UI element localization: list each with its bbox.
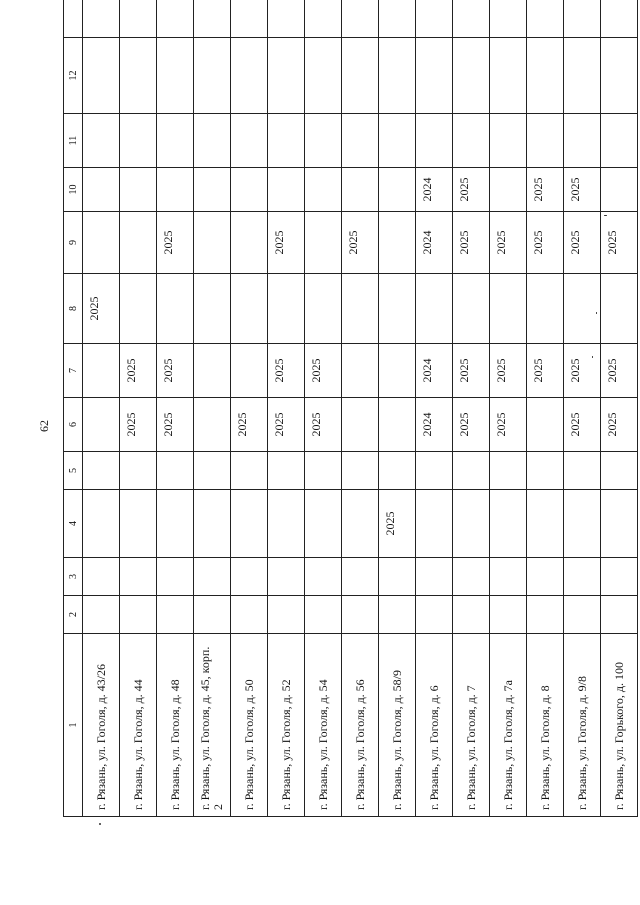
year-cell-col-9: 2025 [157,212,194,274]
address-cell: г. Рязань, ул. Гоголя, д. 52 [268,634,305,817]
column-header-9: 9 [64,212,83,274]
year-cell-col-6: 2025 [120,398,157,452]
year-cell-col-10 [120,168,157,212]
address-cell: г. Рязань, ул. Гоголя, д. 44 [120,634,157,817]
year-cell-col-4 [231,490,268,558]
year-cell-col-12 [120,38,157,114]
year-cell-col-13 [564,0,601,38]
year-cell-col-2 [305,596,342,634]
year-cell-col-4 [453,490,490,558]
year-cell-col-9: 2025 [342,212,379,274]
column-header-11: 11 [64,114,83,168]
year-cell-col-12 [194,38,231,114]
year-cell-col-3 [416,558,453,596]
scan-speck [592,356,593,358]
year-cell-col-4 [490,490,527,558]
year-cell-col-11 [564,114,601,168]
column-header-12: 12 [64,38,83,114]
column-header-10: 10 [64,168,83,212]
year-cell-col-10 [601,168,638,212]
year-cell-col-2 [231,596,268,634]
year-cell-col-7: 2025 [453,344,490,398]
year-cell-col-7: 2025 [120,344,157,398]
year-cell-col-11 [601,114,638,168]
scan-speck [99,823,101,825]
year-cell-col-2 [527,596,564,634]
year-cell-col-2 [564,596,601,634]
year-cell-col-9: 2024 [416,212,453,274]
year-cell-col-7 [231,344,268,398]
table-row [157,0,194,817]
year-cell-col-7: 2025 [564,344,601,398]
year-cell-col-2 [83,596,120,634]
address-cell: г. Рязань, ул. Гоголя, д. 43/26 [83,634,120,817]
address-cell: г. Рязань, ул. Гоголя, д. 7а [490,634,527,817]
year-cell-col-5 [268,452,305,490]
year-cell-col-12 [601,38,638,114]
year-cell-col-10: 2025 [453,168,490,212]
year-cell-col-13 [342,0,379,38]
column-header-4: 4 [64,490,83,558]
year-cell-col-8 [564,274,601,344]
page-number: 62 [37,420,51,432]
year-cell-col-4 [564,490,601,558]
year-cell-col-3 [194,558,231,596]
year-cell-col-7 [342,344,379,398]
year-cell-col-8 [490,274,527,344]
year-cell-col-6: 2025 [490,398,527,452]
year-cell-col-2 [194,596,231,634]
year-cell-col-4 [601,490,638,558]
year-cell-col-4 [268,490,305,558]
year-cell-col-7: 2025 [305,344,342,398]
column-header-5: 5 [64,452,83,490]
year-cell-col-5 [120,452,157,490]
header-row [64,0,83,817]
year-cell-col-11 [194,114,231,168]
year-cell-col-9: 2025 [268,212,305,274]
year-cell-col-8 [194,274,231,344]
year-cell-col-3 [305,558,342,596]
year-cell-col-5 [416,452,453,490]
year-cell-col-12 [268,38,305,114]
year-cell-col-7: 2025 [601,344,638,398]
year-cell-col-13 [305,0,342,38]
year-cell-col-10: 2025 [527,168,564,212]
year-cell-col-4 [157,490,194,558]
year-cell-col-9 [305,212,342,274]
year-cell-col-7 [379,344,416,398]
year-cell-col-7 [83,344,120,398]
year-cell-col-9: 2025 [601,212,638,274]
year-cell-col-4 [342,490,379,558]
year-cell-col-9: 2025 [564,212,601,274]
year-cell-col-9: 2025 [527,212,564,274]
address-cell: г. Рязань, ул. Гоголя, д. 8 [527,634,564,817]
year-cell-col-2 [120,596,157,634]
year-cell-col-10: 2024 [416,168,453,212]
year-cell-col-12 [305,38,342,114]
address-cell: г. Рязань, ул. Гоголя, д. 6 [416,634,453,817]
year-cell-col-3 [120,558,157,596]
year-cell-col-6: 2025 [231,398,268,452]
year-cell-col-10 [157,168,194,212]
year-cell-col-5 [453,452,490,490]
table-row [305,0,342,817]
year-cell-col-6 [379,398,416,452]
table-row [416,0,453,817]
year-cell-col-2 [601,596,638,634]
year-cell-col-5 [601,452,638,490]
column-header-3: 3 [64,558,83,596]
year-cell-col-13 [453,0,490,38]
year-cell-col-13 [379,0,416,38]
year-cell-col-4 [416,490,453,558]
year-cell-col-13 [416,0,453,38]
year-cell-col-2 [268,596,305,634]
year-cell-col-10 [268,168,305,212]
repair-schedule-table [63,0,638,817]
year-cell-col-13 [120,0,157,38]
year-cell-col-8 [157,274,194,344]
year-cell-col-12 [83,38,120,114]
year-cell-col-8 [453,274,490,344]
year-cell-col-6: 2025 [564,398,601,452]
year-cell-col-10 [231,168,268,212]
year-cell-col-3 [564,558,601,596]
year-cell-col-6 [194,398,231,452]
table-row [194,0,231,817]
year-cell-col-5 [342,452,379,490]
year-cell-col-10 [490,168,527,212]
year-cell-col-4: 2025 [379,490,416,558]
year-cell-col-9 [120,212,157,274]
year-cell-col-8 [527,274,564,344]
year-cell-col-11 [379,114,416,168]
year-cell-col-8 [268,274,305,344]
year-cell-col-10: 2025 [564,168,601,212]
year-cell-col-8: 2025 [83,274,120,344]
year-cell-col-3 [527,558,564,596]
year-cell-col-5 [194,452,231,490]
year-cell-col-8 [120,274,157,344]
year-cell-col-11 [453,114,490,168]
year-cell-col-5 [564,452,601,490]
year-cell-col-11 [120,114,157,168]
year-cell-col-3 [601,558,638,596]
year-cell-col-8 [305,274,342,344]
column-header-7: 7 [64,344,83,398]
year-cell-col-6: 2025 [601,398,638,452]
year-cell-col-13 [527,0,564,38]
year-cell-col-3 [268,558,305,596]
year-cell-col-8 [379,274,416,344]
year-cell-col-11 [83,114,120,168]
year-cell-col-13 [490,0,527,38]
year-cell-col-5 [379,452,416,490]
year-cell-col-4 [527,490,564,558]
year-cell-col-8 [231,274,268,344]
table-row [83,0,120,817]
year-cell-col-4 [305,490,342,558]
year-cell-col-7: 2024 [416,344,453,398]
year-cell-col-6: 2025 [157,398,194,452]
year-cell-col-10 [379,168,416,212]
year-cell-col-8 [601,274,638,344]
table-row [120,0,157,817]
year-cell-col-5 [527,452,564,490]
year-cell-col-6: 2025 [453,398,490,452]
table-row [527,0,564,817]
rotated-table-container [63,30,626,817]
column-header-8: 8 [64,274,83,344]
year-cell-col-5 [83,452,120,490]
year-cell-col-13 [157,0,194,38]
table-row [453,0,490,817]
address-cell: г. Рязань, ул. Гоголя, д. 48 [157,634,194,817]
year-cell-col-12 [564,38,601,114]
year-cell-col-10 [194,168,231,212]
table-body [83,0,638,817]
year-cell-col-3 [157,558,194,596]
year-cell-col-11 [527,114,564,168]
year-cell-col-2 [453,596,490,634]
address-cell: г. Рязань, ул. Гоголя, д. 56 [342,634,379,817]
year-cell-col-7: 2025 [268,344,305,398]
year-cell-col-11 [416,114,453,168]
year-cell-col-7: 2025 [490,344,527,398]
year-cell-col-6: 2025 [268,398,305,452]
table-row [564,0,601,817]
year-cell-col-4 [120,490,157,558]
address-cell: г. Рязань, ул. Горького, д. 100 [601,634,638,817]
year-cell-col-5 [305,452,342,490]
year-cell-col-12 [490,38,527,114]
year-cell-col-13 [83,0,120,38]
year-cell-col-12 [379,38,416,114]
column-header-1: 1 [64,634,83,817]
year-cell-col-10 [305,168,342,212]
year-cell-col-9 [231,212,268,274]
year-cell-col-9 [379,212,416,274]
scan-speck [604,215,607,216]
table-row [268,0,305,817]
address-cell: г. Рязань, ул. Гоголя, д. 54 [305,634,342,817]
year-cell-col-9 [194,212,231,274]
year-cell-col-2 [379,596,416,634]
year-cell-col-3 [379,558,416,596]
year-cell-col-2 [490,596,527,634]
year-cell-col-3 [342,558,379,596]
address-cell: г. Рязань, ул. Гоголя, д. 45, корп. 2 [194,634,231,817]
year-cell-col-12 [342,38,379,114]
year-cell-col-6 [83,398,120,452]
year-cell-col-11 [268,114,305,168]
year-cell-col-9: 2025 [453,212,490,274]
year-cell-col-9 [83,212,120,274]
year-cell-col-8 [416,274,453,344]
year-cell-col-5 [490,452,527,490]
year-cell-col-12 [157,38,194,114]
year-cell-col-3 [490,558,527,596]
table-row [490,0,527,817]
year-cell-col-5 [231,452,268,490]
column-header-2: 2 [64,596,83,634]
year-cell-col-7: 2025 [527,344,564,398]
year-cell-col-7: 2025 [157,344,194,398]
year-cell-col-6 [342,398,379,452]
year-cell-col-13 [601,0,638,38]
address-cell: г. Рязань, ул. Гоголя, д. 7 [453,634,490,817]
year-cell-col-12 [231,38,268,114]
year-cell-col-13 [268,0,305,38]
table-row [342,0,379,817]
address-cell: г. Рязань, ул. Гоголя, д. 58/9 [379,634,416,817]
column-header-13 [64,0,83,38]
year-cell-col-11 [490,114,527,168]
year-cell-col-3 [231,558,268,596]
year-cell-col-12 [416,38,453,114]
year-cell-col-3 [83,558,120,596]
year-cell-col-11 [231,114,268,168]
scan-speck [596,312,597,314]
year-cell-col-11 [305,114,342,168]
table-row [601,0,638,817]
table-row [379,0,416,817]
address-cell: г. Рязань, ул. Гоголя, д. 50 [231,634,268,817]
year-cell-col-12 [453,38,490,114]
year-cell-col-11 [342,114,379,168]
table-row [231,0,268,817]
year-cell-col-13 [194,0,231,38]
address-cell: г. Рязань, ул. Гоголя, д. 9/8 [564,634,601,817]
year-cell-col-2 [416,596,453,634]
year-cell-col-11 [157,114,194,168]
year-cell-col-4 [83,490,120,558]
year-cell-col-13 [231,0,268,38]
year-cell-col-10 [83,168,120,212]
year-cell-col-5 [157,452,194,490]
year-cell-col-10 [342,168,379,212]
year-cell-col-6 [527,398,564,452]
year-cell-col-8 [342,274,379,344]
year-cell-col-2 [342,596,379,634]
year-cell-col-4 [194,490,231,558]
year-cell-col-7 [194,344,231,398]
year-cell-col-6: 2024 [416,398,453,452]
year-cell-col-9: 2025 [490,212,527,274]
year-cell-col-3 [453,558,490,596]
year-cell-col-2 [157,596,194,634]
year-cell-col-6: 2025 [305,398,342,452]
column-header-6: 6 [64,398,83,452]
year-cell-col-12 [527,38,564,114]
